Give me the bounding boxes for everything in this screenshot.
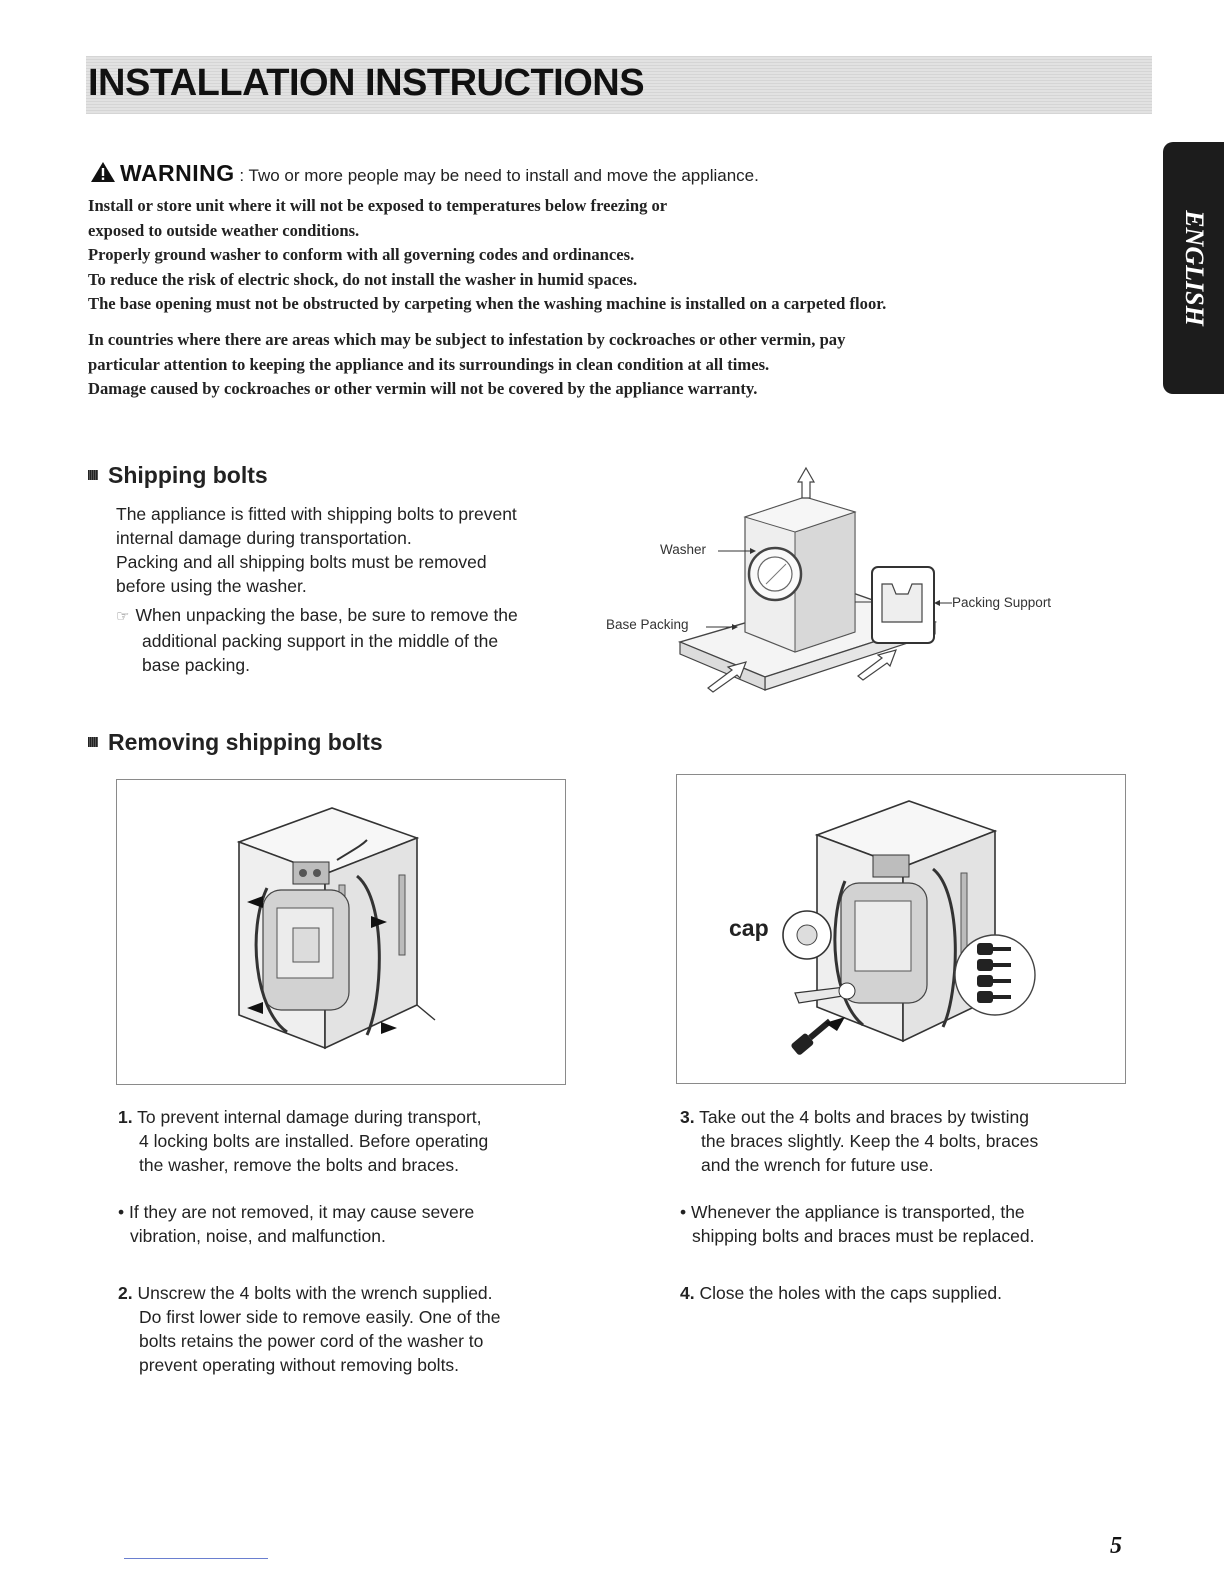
language-tab	[1163, 142, 1224, 394]
base-packing-label: Base Packing	[606, 617, 689, 632]
step-line: Take out the 4 bolts and braces by twisting	[699, 1107, 1029, 1127]
page-title: INSTALLATION INSTRUCTIONS	[88, 62, 645, 104]
step-line: 4 locking bolts are installed. Before operating	[139, 1131, 489, 1151]
pointing-hand-icon: ☞	[116, 608, 130, 625]
shipping-bolts-description	[116, 502, 517, 598]
bullet-line: vibration, noise, and malfunction.	[130, 1226, 386, 1246]
warning-detail-line: The base opening must not be obstructed by carpeting when the washing machine is installed on a carpeted floor.	[88, 294, 887, 313]
note-line: base packing.	[142, 655, 250, 675]
washer-packing-diagram	[600, 462, 1080, 702]
step-line: the washer, remove the bolts and braces.	[139, 1155, 460, 1175]
warning-label: WARNING	[120, 160, 235, 186]
bullet-2	[680, 1200, 1034, 1248]
step-number: 1.	[118, 1107, 133, 1127]
description-line: The appliance is fitted with shipping bolts to prevent	[116, 504, 517, 524]
footer-divider	[124, 1558, 268, 1559]
description-line: internal damage during transportation.	[116, 528, 412, 548]
bullet-line: shipping bolts and braces must be replaced.	[692, 1226, 1035, 1246]
step-1	[118, 1105, 488, 1177]
shipping-bolts-note	[116, 603, 518, 677]
bullet-1	[118, 1200, 474, 1248]
step-3	[680, 1105, 1038, 1177]
step-4	[680, 1281, 1002, 1305]
removing-bolts-heading	[88, 729, 383, 756]
step-line: prevent operating without removing bolts.	[139, 1355, 460, 1375]
warning-triangle-icon	[90, 161, 116, 188]
vermin-line: In countries where there are areas which may be subject to infestation by cockroaches or other vermin, pay	[88, 330, 846, 349]
note-line: When unpacking the base, be sure to remove the	[135, 605, 518, 625]
warning-detail-line: Install or store unit where it will not be exposed to temperatures below freezing or	[88, 196, 668, 215]
description-line: Packing and all shipping bolts must be removed	[116, 552, 487, 572]
step-line: Do first lower side to remove easily. One of the	[139, 1307, 501, 1327]
language-tab-label: ENGLISH	[1179, 210, 1209, 326]
washer-label: Washer	[660, 542, 707, 557]
bolt-location-figure	[116, 779, 566, 1085]
shipping-bolts-heading-text: Shipping bolts	[108, 462, 268, 488]
step-line: Unscrew the 4 bolts with the wrench supplied.	[137, 1283, 493, 1303]
step-line: the braces slightly. Keep the 4 bolts, braces	[701, 1131, 1039, 1151]
bullet-line: • Whenever the appliance is transported, the	[680, 1202, 1025, 1222]
warning-line	[90, 160, 1150, 188]
vermin-warning	[88, 328, 1148, 402]
washer-packing-illustration	[600, 462, 1080, 702]
warning-text: : Two or more people may be need to install and move the appliance.	[234, 166, 759, 185]
shipping-bolts-heading	[88, 462, 268, 489]
description-line: before using the washer.	[116, 576, 307, 596]
warning-detail-line: exposed to outside weather conditions.	[88, 220, 360, 240]
step-line: Close the holes with the caps supplied.	[699, 1283, 1003, 1303]
vermin-line: particular attention to keeping the appliance and its surroundings in clean condition at all times.	[88, 354, 770, 374]
cap-label: cap	[729, 915, 769, 941]
warning-detail-line: Properly ground washer to conform with all governing codes and ordinances.	[88, 245, 635, 264]
step-number: 2.	[118, 1283, 133, 1303]
page-number: 5	[1110, 1533, 1122, 1559]
step-2	[118, 1281, 501, 1377]
bolt-removal-figure	[676, 774, 1126, 1084]
washer-back-illustration	[117, 780, 565, 1084]
warning-details	[88, 194, 1148, 317]
step-number: 3.	[680, 1107, 695, 1127]
removing-bolts-heading-text: Removing shipping bolts	[108, 729, 383, 755]
warning-detail-line: To reduce the risk of electric shock, do not install the washer in humid spaces.	[88, 269, 638, 289]
packing-support-label: Packing Support	[952, 595, 1052, 610]
step-line: To prevent internal damage during transport,	[137, 1107, 482, 1127]
square-bullet-icon	[88, 737, 98, 747]
step-line: and the wrench for future use.	[701, 1155, 934, 1175]
note-line: additional packing support in the middle of the	[142, 631, 499, 651]
bullet-line: • If they are not removed, it may cause severe	[118, 1202, 475, 1222]
vermin-line: Damage caused by cockroaches or other vermin will not be covered by the appliance warranty.	[88, 379, 758, 398]
title-banner	[86, 56, 1152, 114]
step-line: bolts retains the power cord of the washer to	[139, 1331, 484, 1351]
square-bullet-icon	[88, 470, 98, 480]
step-number: 4.	[680, 1283, 695, 1303]
